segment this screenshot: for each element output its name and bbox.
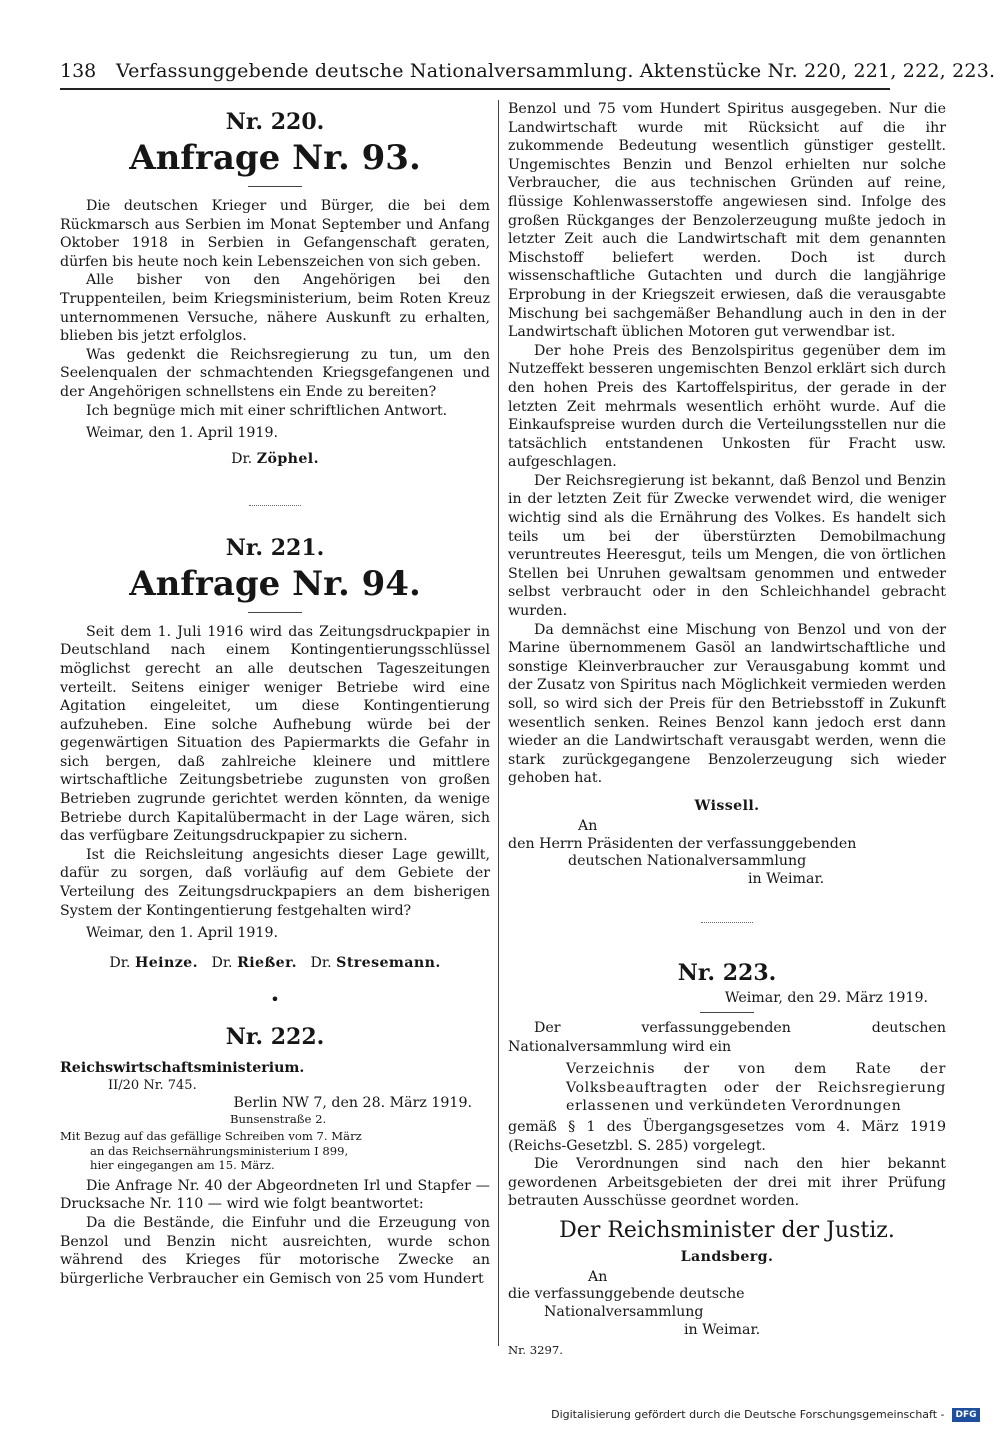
signature — [508, 796, 946, 816]
reference-line: hier eingegangen am 15. März. — [90, 1158, 275, 1173]
signature-title: Dr. — [109, 954, 131, 971]
date-line: Weimar, den 1. April 1919. — [86, 425, 278, 442]
paragraph: Der Reichsregierung ist bekannt, daß Benzol und Benzin in der letzten Zeit für Zwecke verwendet wird, die weniger wichtig sind als die Ernährung des Volkes. Es handelt sich teils um bei der überstürzten Demobilmachung veruntreutes Heeresgut, teils um Mengen, die von örtlichen Stellen bei Unruhen gewaltsam genommen und entweder selbst verbraucht oder in den Schleichhandel gebracht wurden. — [508, 472, 946, 620]
paragraph: Die Anfrage Nr. 40 der Abgeordneten Irl und Stapfer — Drucksache Nr. 110 — wird wie folgt beantwortet: — [60, 1177, 490, 1213]
address-line: Nationalversammlung — [544, 1304, 704, 1321]
signature-name: Heinze. — [134, 954, 198, 971]
signature-name: Rießer. — [237, 954, 298, 971]
paragraph: Der verfassunggebenden deutschen Nationalversammlung wird ein — [508, 1019, 946, 1055]
signature-name: Landsberg. — [680, 1248, 774, 1265]
place-date: Berlin NW 7, den 28. März 1919. — [233, 1094, 472, 1111]
paragraph: Da demnächst eine Mischung von Benzol und von der Marine übernommenem Gasöl an landwirtschaftliche und sonstige Kleinverbraucher zur Verausgabung kommt und der Zusatz von Spiritus nach Möglichkeit vermieden werden soll, so wird sich der Preis für den Betriebsstoff in Zukunft wesentlich senken. Reines Benzol kann jedoch erst dann wieder an die Landwirtschaft verausgabt werden, wenn die stark zurückgegangene Benzolerzeugung sich wieder gehoben hat. — [508, 621, 946, 787]
inquiry-heading: Anfrage Nr. 93. — [129, 138, 421, 178]
footer-text: Digitalisierung gefördert durch die Deutsche Forschungsgemeinschaft - — [551, 1408, 945, 1421]
paragraph: Was gedenkt die Reichsregierung zu tun, um den Seelenqualen der schmachtenden Kriegsgefangenen und der Angehörigen schnellstens ein Ende zu bereiten? — [60, 346, 490, 400]
date-line: Weimar, den 1. April 1919. — [86, 925, 278, 942]
list-title: Verzeichnis der von dem Rate der Volksbeauftragten oder der Reichsregierung erlassenen und verkündeten Verordnungen — [566, 1061, 946, 1115]
digitization-footer — [551, 1406, 980, 1424]
document-nr-223 — [508, 959, 946, 1358]
document-nr-220 — [60, 108, 490, 506]
department: Reichswirtschaftsministerium. — [60, 1059, 305, 1076]
address-block — [508, 818, 946, 888]
minister-title: Der Reichsminister der Justiz. — [559, 1217, 895, 1243]
address-line: An — [578, 817, 598, 834]
signature-name: Zöphel. — [256, 450, 319, 467]
signature-title: Dr. — [231, 450, 253, 467]
column-divider — [498, 100, 499, 1346]
heading-rule — [248, 186, 302, 187]
signature-name: Wissell. — [694, 797, 760, 814]
inquiry-heading: Anfrage Nr. 94. — [129, 563, 421, 604]
dfg-logo-icon: DFG — [952, 1408, 980, 1422]
address-line: den Herrn Präsidenten der verfassunggebenden — [508, 835, 857, 852]
document-number: Nr. 223. — [677, 960, 777, 987]
document-number: Nr. 221. — [225, 534, 325, 561]
address-line: An — [588, 1268, 608, 1285]
document-number: Nr. 222. — [225, 1023, 325, 1050]
section-separator — [701, 922, 753, 923]
street: Bunsenstraße 2. — [230, 1112, 327, 1127]
heading-rule — [248, 612, 302, 613]
signature — [60, 449, 490, 469]
signature-title: Dr. — [310, 954, 332, 971]
paragraph: Ich begnüge mich mit einer schriftlichen Antwort. — [86, 402, 448, 419]
reference-number: Nr. 3297. — [508, 1343, 563, 1358]
paragraph: Die Verordnungen sind nach den hier bekannt gewordenen Arbeitsgebieten der drei mit ihrer Prüfung betrauten Ausschüsse geordnet worden. — [508, 1156, 946, 1210]
file-reference: II/20 Nr. 745. — [108, 1077, 197, 1093]
running-title: Verfassunggebende deutsche Nationalversammlung. Aktenstücke Nr. 220, 221, 222, 223. — [116, 60, 996, 82]
document-number: Nr. 220. — [225, 109, 325, 135]
address-line: deutschen Nationalversammlung — [568, 853, 807, 870]
reference-line: an das Reichsernährungsministerium I 899, — [90, 1143, 349, 1158]
section-separator-mark: • — [270, 989, 280, 1009]
document-nr-222-continued — [508, 100, 946, 923]
signature-name: Stresemann. — [336, 954, 441, 971]
heading-rule — [700, 1012, 754, 1013]
left-column — [60, 108, 490, 1288]
paragraph: Alle bisher von den Angehörigen bei den Truppenteilen, beim Kriegsministerium, beim Roten Kreuz unternommenen Versuche, nähere Auskunft zu erhalten, blieben bis jetzt erfolglos. — [60, 272, 490, 345]
address-block — [508, 1269, 946, 1339]
address-line: in Weimar. — [684, 1321, 761, 1338]
document-nr-222 — [60, 1023, 490, 1289]
paragraph: Der hohe Preis des Benzolspiritus gegenüber dem im Nutzeffekt besseren ungemischten Benzol erklärt sich durch den hohen Preis des Kartoffelspiritus, der gerade in der letzten Zeit mehrmals wesentlich erhöht wurde. Auf die Einkaufspreise wurden durch die Verteilungsstellen nur die tatsächlich entstandenen Unkosten für Fracht usw. aufgeschlagen. — [508, 342, 946, 471]
reference-line: Mit Bezug auf das gefällige Schreiben vom 7. März — [60, 1129, 362, 1143]
right-column — [508, 100, 946, 1358]
paragraph: Ist die Reichsleitung angesichts dieser Lage gewillt, dafür zu sorgen, daß vorläufig auf dem Gebiete der Verteilung des Zeitungsdruckpapiers an dem bisherigen System der Kontingentierung festgehalten wird? — [60, 846, 490, 919]
paragraph: Seit dem 1. Juli 1916 wird das Zeitungsdruckpapier in Deutschland nach einem Kontingentierungsschlüssel möglichst gerecht an alle deutschen Tageszeitungen verteilt. Seitens einiger weniger Betriebe wird eine Agitation eingeleitet, um diese Kontingentierung aufzuheben. Eine solche Aufhebung würde bei der gegenwärtigen Situation des Papiermarkts die Gefahr in sich bergen, daß zahlreiche kleinere und mittlere wirtschaftliche Zeitungsbetriebe zugunsten von großen Betrieben zugrunde gerichtet werden könnten, da wenige Betriebe durch Kapitalübermacht in der Lage wären, sich das verfügbare Zeitungsdruckpapier zu sichern. — [60, 623, 490, 845]
address-line: die verfassunggebende deutsche — [508, 1286, 745, 1303]
paragraph: gemäß § 1 des Übergangsgesetzes vom 4. März 1919 (Reichs-Gesetzbl. S. 285) vorgelegt. — [508, 1118, 946, 1154]
document-nr-221 — [60, 534, 490, 1009]
page-header — [60, 58, 996, 90]
paragraph: Benzol und 75 vom Hundert Spiritus ausgegeben. Nur die Landwirtschaft wurde mit Rücksicht auf die ihr zukommende Bedeutung wesentlich günstiger gestellt. Ungemischtes Benzin und Benzol erhielten nur solche Verbraucher, die aus technischen Gründen auf reine, flüssige Kohlenwasserstoffe angewiesen sind. Infolge des großen Rückganges der Benzolerzeugung mußte jedoch in letzter Zeit auch die Landwirtschaft mit dem genannten Mischstoff beliefert werden. Doch ist durch wissenschaftliche Gutachten und durch die langjährige Erprobung in der Kriegszeit erwiesen, daß die verausgabte Mischung bei sachgemäßer Behandlung auch in den in der Landwirtschaft üblichen Motoren gut verwendbar ist. — [508, 101, 946, 341]
paragraph: Die deutschen Krieger und Bürger, die bei dem Rückmarsch aus Serbien im Monat September und Anfang Oktober 1918 in Serbien in Gefangenschaft geraten, dürfen bis heute noch kein Lebenszeichen von sich geben. — [60, 198, 490, 270]
page-number: 138 — [60, 60, 97, 82]
signatures — [60, 953, 490, 973]
paragraph: Da die Bestände, die Einfuhr und die Erzeugung von Benzol und Benzin nicht ausreichten, wurde schon während des Krieges für motorische Zwecke an bürgerliche Verbraucher ein Gemisch von 25 vom Hundert — [60, 1214, 490, 1287]
signature-title: Dr. — [211, 954, 233, 971]
date-line: Weimar, den 29. März 1919. — [724, 990, 928, 1007]
section-separator — [249, 505, 301, 506]
address-line: in Weimar. — [748, 870, 825, 887]
signature — [508, 1247, 946, 1267]
